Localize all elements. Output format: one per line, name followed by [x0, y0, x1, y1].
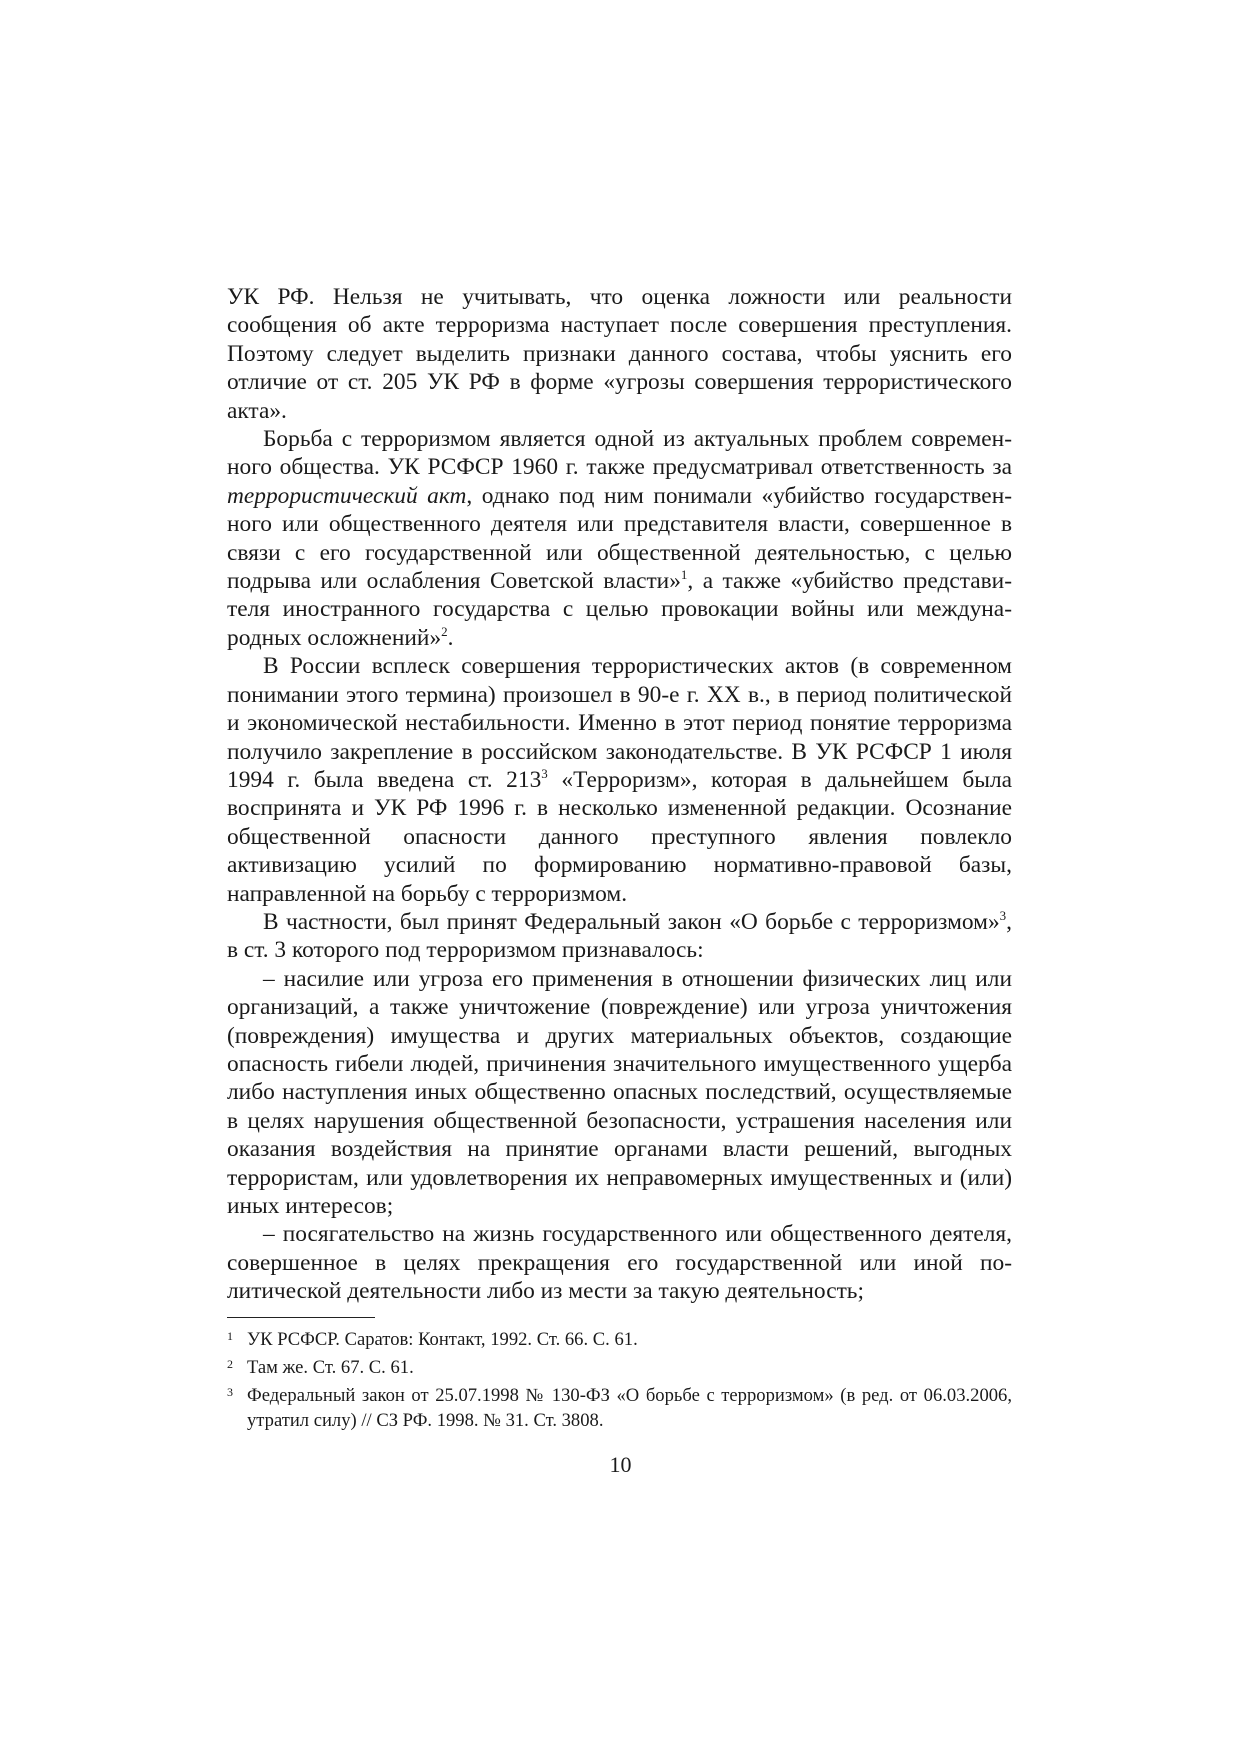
- list-item-1: – насилие или угроза его применения в отношении физических лиц или организаций, а также уничтожение (повреждение) или угроза уничтожения (повреждения) имущества и других материальных объектов, создающие опасность гибели людей, причинения значительного имущественного ущерба либо наступления иных общественно опасных последствий, осуществляемые в целях нарушения общественной безопасности, устрашения населения или оказания воздействия на принятие органами власти решений, выгодных террористам, или удовлетворения их неправомерных имущественных и (или) иных интересов;: [227, 965, 1012, 1219]
- paragraph-1: УК РФ. Нельзя не учитывать, что оценка ложности или реальности сообщения об акте терроризма наступает после совершения преступления. Поэтому следует выделить признаки данного состава, чтобы уяснить его отличие от ст. 205 УК РФ в форме «угрозы совершения террористического акта».: [227, 284, 1012, 424]
- footnote-ref-2[interactable]: 2: [441, 624, 448, 640]
- footnotes: [227, 1327, 1012, 1436]
- footnote-ref-1[interactable]: 1: [680, 567, 688, 583]
- paragraph-4: [227, 908, 1012, 965]
- article-superscript: 3: [541, 766, 548, 782]
- footnote-number: 2: [227, 1357, 233, 1371]
- body-text: [227, 283, 1012, 1306]
- paragraph-3-part-b: «Терроризм», которая в дальнейшем была воспринята и УК РФ 1996 г. в несколько измененной редакции. Осознание общественной опасности данного преступного явления повлекло активизацию усилий по формированию нормативно-правовой базы, направленной на борьбу с терроризмом.: [227, 766, 1012, 907]
- footnote-text: Федеральный закон от 25.07.1998 № 130-ФЗ «О борьбе с терроризмом» (в ред. от 06.03.2006, утратил силу) // СЗ РФ. 1998. № 31. Ст. 3808.: [247, 1385, 1012, 1431]
- paragraph-2-part-c: , а также «убийство представителя иностранного государства с целью провокации войны или международных осложнений»: [227, 568, 1012, 651]
- paragraph-2-italic-term: террористический акт: [227, 482, 467, 509]
- footnote-text: Там же. Ст. 67. С. 61.: [247, 1357, 414, 1378]
- paragraph-2-part-b: , однако под ним понимали «убийство государственного или общественного деятеля или представителя власти, совершенное в связи с его государственной или общественной деятельностью, с целью подрыва или ослабления Советской власти»: [227, 482, 1013, 595]
- footnote-ref-3[interactable]: 3: [999, 908, 1007, 924]
- paragraph-4-part-a: В частности, был принят Федеральный закон «О борьбе с терроризмом»: [263, 908, 1000, 935]
- paragraph-3: [227, 652, 1012, 908]
- paragraph-2-part-d: .: [447, 624, 454, 651]
- footnote-text: УК РСФСР. Саратов: Контакт, 1992. Ст. 66. С. 61.: [247, 1329, 638, 1350]
- paragraph-3-part-a: В России всплеск совершения террористических актов (в современном понимании этого термина) произошел в 90-е г. XX в., в период политической и экономической нестабильности. Именно в этот период понятие терроризма получило закрепление в российском законодательстве. В УК РСФСР 1 июля 1994 г. была введена ст. 213: [227, 653, 1012, 793]
- footnote-2: [227, 1355, 1012, 1380]
- list-item-2: – посягательство на жизнь государственного или общественного деятеля, совершенное в целях прекращения его государственной или иной политической деятельности либо из мести за такую деятельность;: [227, 1221, 1012, 1305]
- page-number: 10: [609, 1452, 632, 1477]
- footnote-1: [227, 1327, 1012, 1352]
- footnote-divider: [227, 1317, 375, 1318]
- paragraph-4-part-b: , в ст. 3 которого под терроризмом признавалось:: [227, 908, 1012, 964]
- footnote-number: 3: [227, 1385, 233, 1399]
- footnote-3: [227, 1383, 1012, 1433]
- paragraph-2-part-a: Борьба с терроризмом является одной из актуальных проблем современного общества. УК РСФСР 1960 г. также предусматривал ответственность за: [227, 426, 1012, 481]
- paragraph-2: [227, 425, 1012, 652]
- footnote-number: 1: [227, 1329, 233, 1343]
